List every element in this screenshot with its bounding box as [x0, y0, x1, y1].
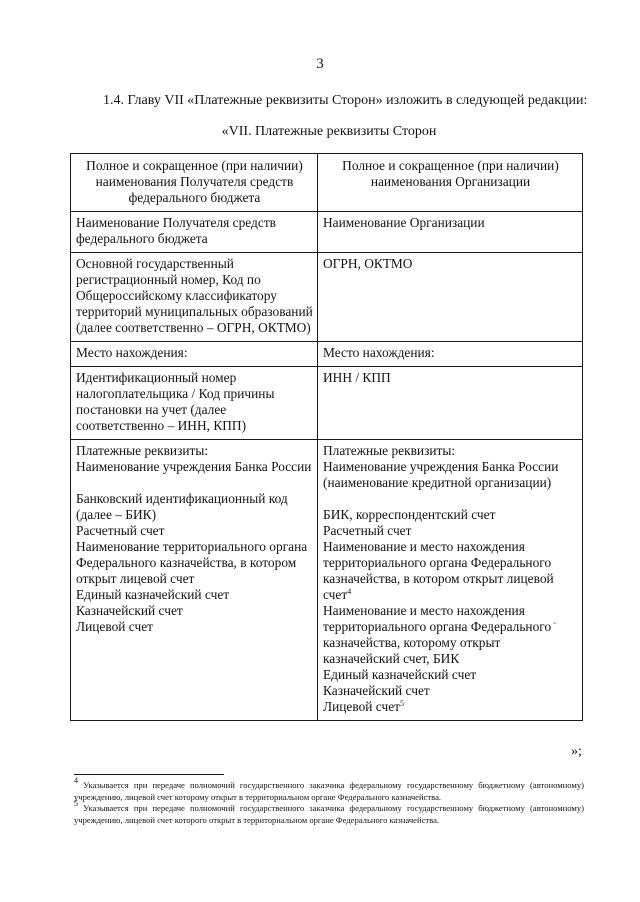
- treasury-account-line: Казначейский счет: [323, 683, 430, 698]
- payment-details-row: [71, 440, 583, 721]
- closing-quote: »;: [571, 744, 582, 759]
- single-treasury-account-line: Единый казначейский счет: [323, 667, 477, 682]
- footnote-ref-5[interactable]: 5: [400, 699, 405, 708]
- cell-left: Место нахождения:: [71, 342, 318, 367]
- treasury-account-line: Казначейский счет: [76, 603, 183, 618]
- bank-name-line: Наименование учреждения Банка России (наименование кредитной организации): [323, 459, 559, 490]
- section-title: «VII. Платежные реквизиты Сторон: [221, 124, 437, 139]
- table-header-row: [71, 154, 583, 212]
- settlement-account-line: Расчетный счет: [323, 523, 412, 538]
- footnote-divider: [74, 774, 224, 775]
- treasury-body-line: Наименование территориального органа Федерального казначейства, в котором открыт лицевой счет: [76, 539, 308, 586]
- header-organization: Полное и сокращенное (при наличии) наименования Организации: [318, 154, 583, 212]
- treasury-body-line-2: Наименование и место нахождения территориального органа Федерального казначейства, которому открыт казначейский счет, БИК: [323, 603, 552, 666]
- table-row: [71, 342, 583, 367]
- treasury-body-line: Наименование и место нахождения территориального органа Федерального казначейства, в котором открыт лицевой счет$^4$: [323, 539, 554, 602]
- payment-cell-organization: [318, 440, 583, 721]
- cell-left: Наименование Получателя средств федерального бюджета: [71, 212, 318, 253]
- bank-name-line: Наименование учреждения Банка России: [76, 459, 312, 474]
- cell-right: Наименование Организации: [318, 212, 583, 253]
- bik-line: БИК, корреспондентский счет: [323, 507, 496, 522]
- table-row: [71, 367, 583, 440]
- cell-right: ОГРН, ОКТМО: [318, 253, 583, 342]
- footnote-ref-4[interactable]: 4: [347, 587, 352, 596]
- footnote-5: $^5$ Указывается при передаче полномочий государственного заказчика федеральному государственному бюджетному (автономному) учреждению, лицевой счет которого открыт в территориальном органе Федерального казначейства.: [74, 799, 584, 825]
- payment-label: Платежные реквизиты:: [323, 443, 456, 458]
- footnotes: [74, 776, 584, 826]
- bik-line: Банковский идентификационный код (далее – БИК): [76, 491, 288, 522]
- settlement-account-line: Расчетный счет: [76, 523, 165, 538]
- table-row: [71, 253, 583, 342]
- cell-left: Основной государственный регистрационный номер, Код по Общероссийскому классификатору территорий муниципальных образований (далее соответственно – ОГРН, ОКТМО): [71, 253, 318, 342]
- cell-right: Место нахождения:: [318, 342, 583, 367]
- payment-cell-recipient: [71, 440, 318, 721]
- payment-label: Платежные реквизиты:: [76, 443, 209, 458]
- header-recipient: Полное и сокращенное (при наличии) наименования Получателя средств федерального бюджета: [71, 154, 318, 212]
- single-treasury-account-line: Единый казначейский счет: [76, 587, 230, 602]
- scan-mark: ˆ: [553, 621, 556, 631]
- personal-account-line: Лицевой счет$^5$: [323, 699, 405, 714]
- intro-paragraph: 1.4. Главу VII «Платежные реквизиты Сторон» изложить в следующей редакции:: [103, 93, 588, 108]
- personal-account-line: Лицевой счет: [76, 619, 154, 634]
- footnote-4: $^4$ Указывается при передаче полномочий государственного заказчика федеральному государственному бюджетному (автономному) учреждению, лицевой счет которому открыт в территориальном органе Федерального казначейства.: [74, 776, 584, 802]
- cell-right: ИНН / КПП: [318, 367, 583, 440]
- requisites-table: [70, 153, 583, 721]
- table-row: [71, 212, 583, 253]
- cell-left: Идентификационный номер налогоплательщика / Код причины постановки на учет (далее соответственно – ИНН, КПП): [71, 367, 318, 440]
- page-number: 3: [316, 56, 324, 72]
